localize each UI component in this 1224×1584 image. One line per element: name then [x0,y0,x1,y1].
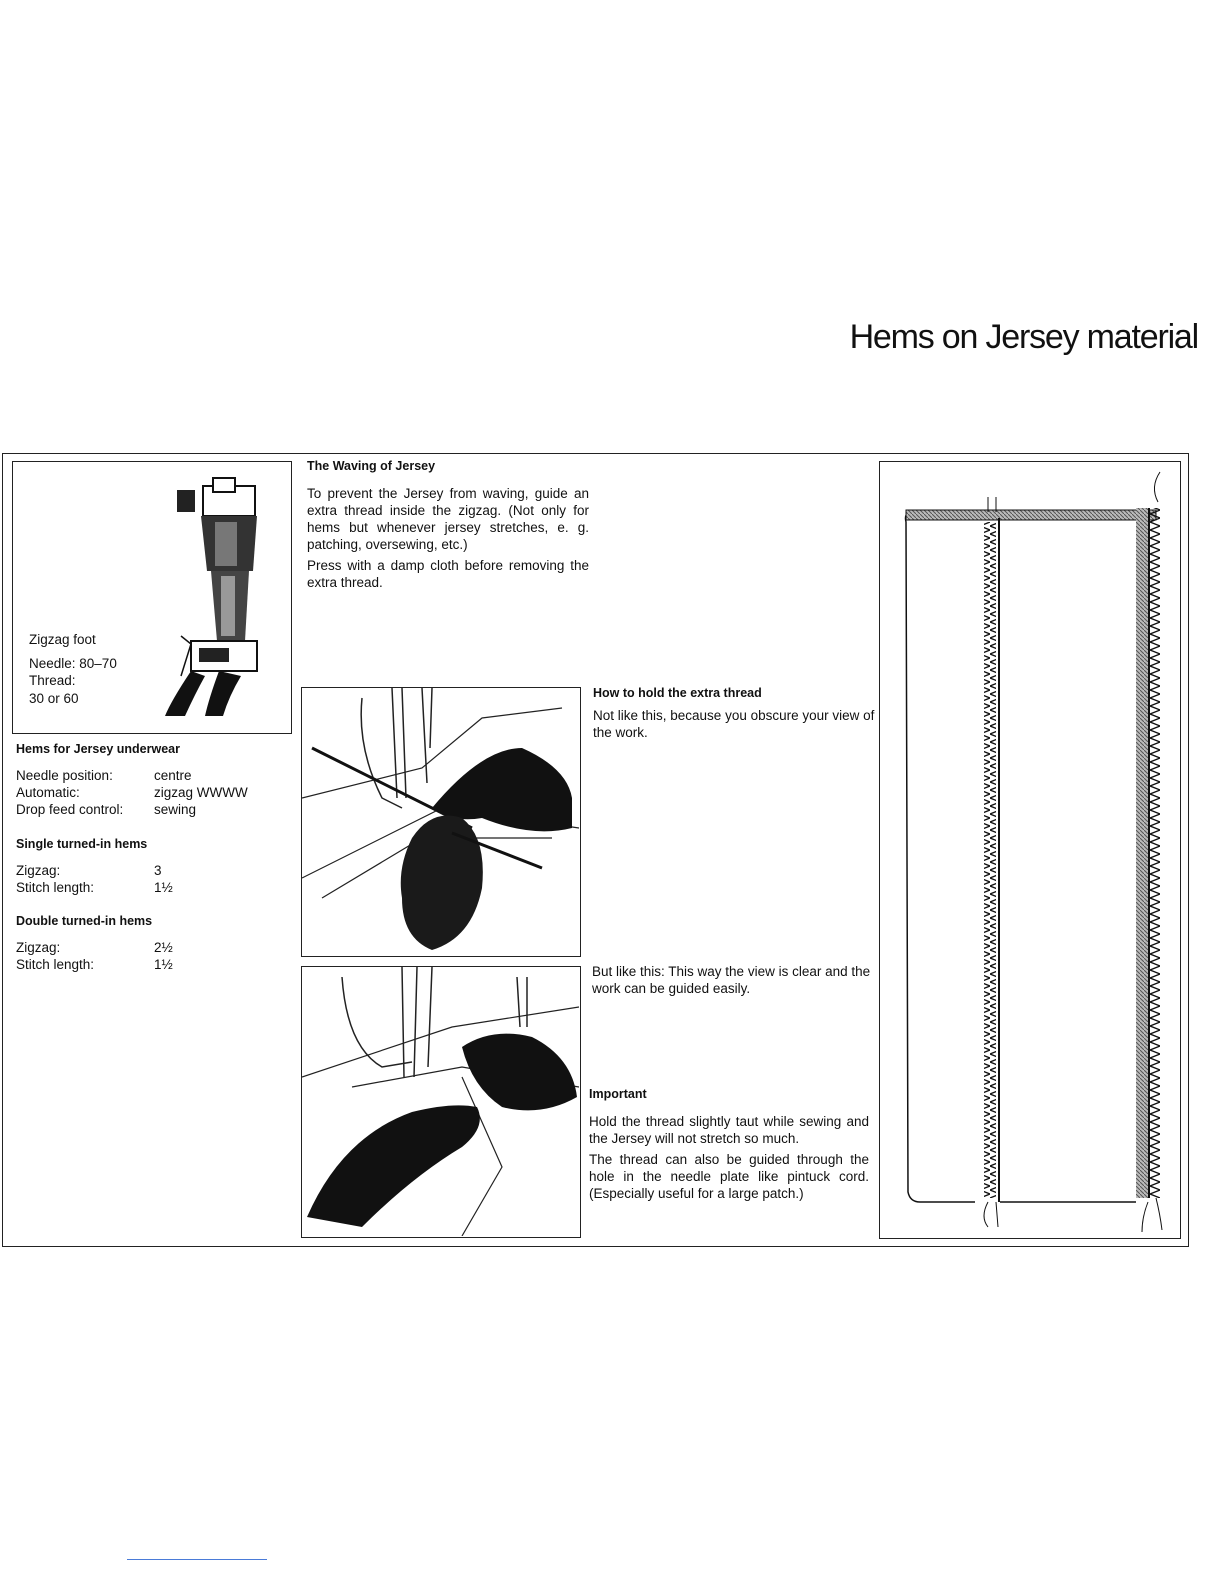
waving-paragraph-1: To prevent the Jersey from waving, guide an extra thread inside the zigzag. (Not only for hems but whenever jersey stretches, e. g. patching, oversewing, etc.) [307,486,589,552]
setting-row: Automatic: zigzag WWWW [16,785,248,800]
waving-paragraph-2: Press with a damp cloth before removing the extra thread. [307,558,589,590]
hold-section [593,685,878,745]
jersey-hem-stitching-icon [880,462,1179,1237]
page-title: Hems on Jersey material [849,318,1198,356]
hem-diagram [879,461,1181,1239]
important-paragraph-1: Hold the thread slightly taut while sewing and the Jersey will not stretch so much. [589,1114,869,1146]
setting-row: Stitch length: 1½ [16,957,173,972]
hold-heading: How to hold the extra thread [593,686,762,700]
waving-heading: The Waving of Jersey [307,459,436,473]
but-paragraph: But like this: This way the view is clear and the work can be guided easily. [592,964,871,996]
important-heading: Important [589,1087,647,1101]
thread-label: Thread: [29,673,76,688]
hands-sewing-correct-icon [302,967,579,1236]
hold-paragraph: Not like this, because you obscure your view of the work. [593,708,875,740]
waving-section [307,458,589,595]
double-hems-heading: Double turned-in hems [16,914,153,928]
single-hems-heading: Single turned-in hems [16,837,148,851]
setting-row: Stitch length: 1½ [16,880,173,895]
important-section [589,1086,869,1206]
setting-row: Drop feed control: sewing [16,802,197,817]
important-paragraph-2: The thread can also be guided through the hole in the needle plate like pintuck cord. (Especially useful for a large patch.) [589,1152,869,1201]
hands-sewing-wrong-icon [302,688,579,955]
setting-row: Needle position: centre [16,768,192,783]
zigzag-foot-illustration-icon [161,476,281,721]
underwear-heading: Hems for Jersey underwear [16,742,180,756]
setting-row: Zigzag: 2½ [16,940,173,955]
thread-value: 30 or 60 [29,691,79,706]
underwear-section [16,741,286,818]
footer-link-underline [127,1559,267,1560]
single-hems-section [16,836,286,896]
correct-hold-illustration [301,966,581,1238]
wrong-hold-illustration [301,687,581,957]
double-hems-section [16,913,286,973]
zigzag-foot-box [12,461,292,734]
setting-row: Zigzag: 3 [16,863,162,878]
but-section [592,963,874,1001]
foot-caption: Zigzag foot [29,632,96,647]
needle-spec: Needle: 80–70 [29,656,117,671]
